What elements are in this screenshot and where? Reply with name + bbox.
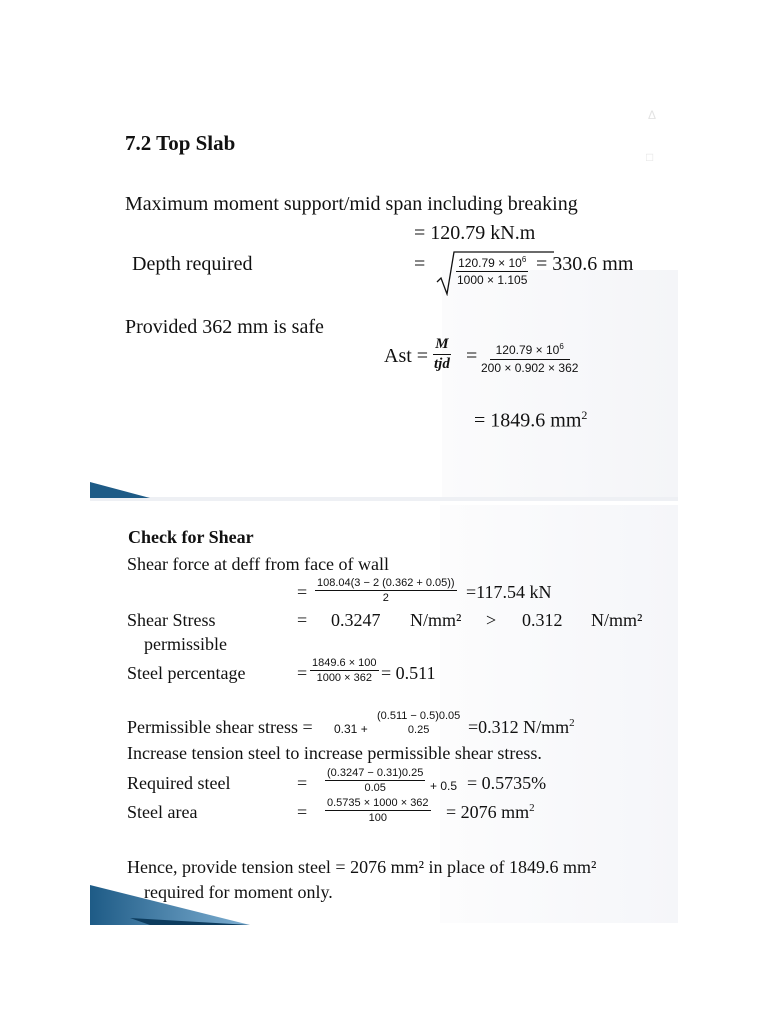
steel-pct-label: Steel percentage (127, 663, 246, 683)
ast-denominator: 200 × 0.902 × 362 (481, 361, 579, 375)
sf-numerator: 108.04(3 − 2 (0.362 + 0.05)) (317, 577, 455, 589)
ast-result: = 1849.6 $mm^2$ (474, 408, 588, 432)
sp-equals: = (297, 663, 308, 683)
provided-text: Provided 362 mm is safe (125, 316, 324, 338)
rs-plus: + 0.5 (430, 779, 458, 793)
sa-denominator: 100 (368, 812, 387, 824)
sf-equals: = (297, 582, 308, 602)
depth-numerator: 120.79 × 10 (458, 256, 522, 270)
rs-equals: = (297, 773, 308, 793)
ast-numerator-exp: 6 (559, 342, 564, 351)
sf-result: =117.54 kN (466, 582, 552, 602)
stress-permissible-unit: N/mm² (591, 610, 643, 630)
perm-shear-label: Permissible shear stress = (127, 717, 313, 737)
sf-denominator: 2 (382, 592, 389, 604)
rs-fraction (322, 767, 428, 794)
hence-text: Hence, provide tension steel = 2076 mm² in place of 1849.6 mm² (127, 857, 597, 877)
stress-permissible-value: 0.312 (522, 610, 563, 630)
stress-equals: = (297, 610, 308, 630)
sf-fraction (312, 577, 460, 604)
stress-value: 0.3247 (331, 610, 381, 630)
perm-shear-result: =0.312 $N/mm^2$ (468, 717, 575, 737)
stress-unit: N/mm² (410, 610, 462, 630)
depth-fraction (452, 255, 532, 287)
perm-shear-numerator: (0.511 − 0.5)0.05 (377, 710, 461, 722)
rs-result: = 0.5735% (467, 773, 547, 793)
perm-shear-base: 0.31 + (334, 722, 368, 736)
depth-denominator: 1000 × 1.105 (457, 273, 528, 287)
sa-equals: = (297, 802, 308, 822)
ast-numeric-fraction (476, 342, 583, 375)
slide-shading (442, 270, 678, 500)
sp-denominator: 1000 × 362 (316, 672, 372, 684)
moment-text: Maximum moment support/mid span including breaking (125, 193, 578, 215)
perm-shear-exp: 2 (569, 717, 575, 729)
sa-exp: 2 (529, 802, 535, 814)
ast-moment-symbol: M (433, 336, 450, 355)
sa-result: = 2076 $mm^2$ (446, 802, 535, 822)
sp-numerator: 1849.6 × 100 (312, 657, 377, 669)
req-steel-label: Required steel (127, 773, 231, 793)
shear-force-text: Shear force at deff from face of wall (127, 554, 390, 574)
sa-fraction (322, 797, 434, 824)
ast-equals: = (466, 345, 478, 367)
depth-numerator-exp: 6 (521, 255, 527, 264)
shear-heading: Check for Shear (128, 527, 254, 547)
stress-compare: > (486, 610, 497, 630)
increase-text: Increase tension steel to increase permissible shear stress. (127, 743, 542, 763)
perm-shear-denominator: 0.25 (407, 724, 430, 736)
sp-result: = 0.511 (381, 663, 436, 683)
ast-tjd-symbol: tjd (434, 356, 450, 372)
slide-divider (90, 497, 678, 501)
steel-area-label: Steel area (127, 802, 198, 822)
sa-numerator: 0.5735 × 1000 × 362 (327, 797, 429, 809)
ast-numerator: 120.79 × 10 (495, 343, 560, 357)
section-heading: 7.2 Top Slab (125, 131, 236, 155)
faint-mark-icon: Δ (648, 108, 657, 122)
ast-symbolic-fraction (429, 336, 455, 373)
rs-numerator: (0.3247 − 0.31)0.25 (327, 767, 424, 779)
perm-shear-fraction (372, 710, 465, 736)
depth-equals: = (414, 253, 426, 275)
sp-fraction (307, 657, 382, 684)
depth-result: = 330.6 mm (536, 253, 634, 275)
hence-text-2: required for moment only. (144, 882, 333, 902)
ast-label: Ast = (384, 345, 429, 367)
moment-value: = 120.79 kN.m (414, 222, 536, 244)
ast-result-exp: 2 (581, 408, 588, 422)
rs-denominator: 0.05 (364, 782, 386, 794)
stress-label-2: permissible (144, 634, 227, 654)
faint-square-icon: □ (646, 150, 654, 164)
blue-accent-swoosh-top (90, 478, 150, 498)
stress-label: Shear Stress (127, 610, 216, 630)
depth-label: Depth required (132, 253, 253, 275)
